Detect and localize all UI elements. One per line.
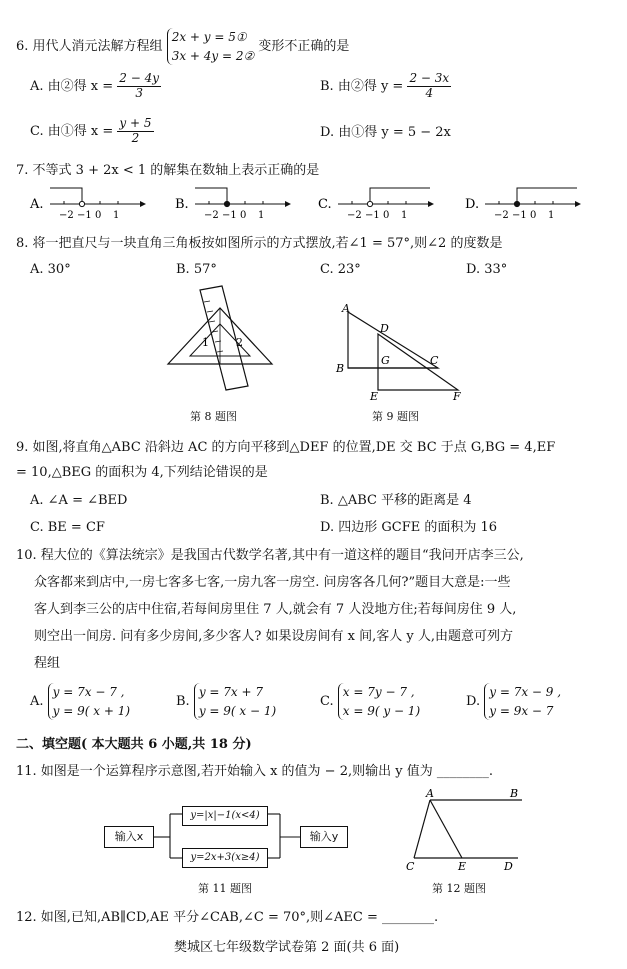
q8-option-d: D. 33° xyxy=(466,262,508,277)
tick-label: 0 xyxy=(95,210,102,221)
q10-option-d xyxy=(466,683,561,720)
q6-option-c xyxy=(30,117,154,146)
label-b: B xyxy=(336,362,345,375)
q7-option-label: C. xyxy=(318,197,332,212)
arrow-icon xyxy=(575,201,581,207)
q6-a-den: 3 xyxy=(135,85,143,100)
triangle-abc xyxy=(348,312,438,368)
label-a: A xyxy=(342,302,350,315)
q6-c-den: 2 xyxy=(131,130,140,145)
section-2-heading: 二、填空题( 本大题共 6 小题,共 18 分) xyxy=(16,737,252,752)
q10-line1: 10. 程大位的《算法统宗》是我国古代数学名著,其中有一道这样的题目“我问开店李三公, xyxy=(16,548,524,563)
q6-option-b xyxy=(320,72,451,101)
q9-line1: 9. 如图,将直角△ABC 沿斜边 AC 的方向平移到△DEF 的位置,DE 交 BC 于点 G,BG = 4,EF xyxy=(16,440,556,455)
q6-a-num: 2 − 4y xyxy=(119,71,160,85)
q10-c-system xyxy=(338,683,420,720)
q10-c-eq2: x = 9( y − 1) xyxy=(342,703,421,718)
q6-a-frac xyxy=(117,72,161,101)
label-g: G xyxy=(381,354,390,367)
fig11-caption: 第 11 题图 xyxy=(198,882,252,895)
solution-ray xyxy=(195,188,227,204)
q7-number-lines xyxy=(0,180,627,222)
q10-option-a xyxy=(30,683,130,720)
label-f: F xyxy=(453,390,461,402)
tick-label: −1 xyxy=(512,210,527,221)
q6-c-frac xyxy=(117,117,153,146)
q6-c-num: y + 5 xyxy=(119,116,152,130)
flow-input-box: 输入x xyxy=(104,826,154,848)
q7-option-label: B. xyxy=(175,197,189,212)
q12-blank: ________. xyxy=(382,910,439,925)
tick-label: 0 xyxy=(240,210,247,221)
fig12-label-b: B xyxy=(510,787,519,800)
tick-label: −2 xyxy=(347,210,362,221)
fig8-caption: 第 8 题图 xyxy=(190,410,237,423)
label-d: D xyxy=(380,322,389,335)
tick-label: 1 xyxy=(401,210,408,221)
q6-eq2: 3x + 4y = 2② xyxy=(171,48,255,63)
q10-option-c xyxy=(320,683,420,720)
q10-c-eq1: x = 7y − 7 , xyxy=(342,685,415,699)
flow-output-box: 输入y xyxy=(300,826,348,848)
q6-option-a xyxy=(30,72,161,101)
figure-12 xyxy=(400,786,530,876)
q10-line2: 众客都来到店中,一房七客多七客,一房九客一房空. 问房客各几何?”题目大意是:一些 xyxy=(34,575,511,590)
q11-stem-text: 11. 如图是一个运算程序示意图,若开始输入 x 的值为 − 2,则输出 y 值为 xyxy=(16,764,433,779)
filled-point-icon xyxy=(514,201,519,206)
triangle-def xyxy=(378,334,458,390)
q10-line5: 程组 xyxy=(34,656,61,671)
open-point-icon xyxy=(79,201,84,206)
tick-label: −2 xyxy=(494,210,509,221)
fig12-label-d: D xyxy=(504,860,513,873)
q12-stem-text: 12. 如图,已知,AB∥CD,AE 平分∠CAB,∠C = 70°,则∠AEC = xyxy=(16,910,378,925)
q10-d-eq1: y = 7x − 9 , xyxy=(489,685,562,699)
tick-label: 1 xyxy=(258,210,265,221)
q6-b-frac xyxy=(407,72,451,101)
q7-option-label: A. xyxy=(30,197,44,212)
fig12-label-a: A xyxy=(426,787,434,800)
q11-stem xyxy=(16,764,493,780)
q6-stem xyxy=(16,28,349,65)
q10-option-b xyxy=(176,683,276,720)
q9-option-b: B. △ABC 平移的距离是 4 xyxy=(320,493,472,508)
q6-b-den: 4 xyxy=(425,85,434,100)
q10-d-system xyxy=(484,683,561,720)
tick-label: −1 xyxy=(77,210,92,221)
flow-bottom-box: y=2x+3(x≥4) xyxy=(182,848,268,868)
tick-label: −2 xyxy=(204,210,219,221)
label-e: E xyxy=(370,390,379,402)
tick-label: 1 xyxy=(113,210,120,221)
tick-label: −1 xyxy=(365,210,380,221)
q9-line2: = 10,△BEG 的面积为 4,下列结论错误的是 xyxy=(16,465,268,480)
q7-option-label: D. xyxy=(465,197,480,212)
q6-eq1: 2x + y = 5① xyxy=(171,30,247,44)
solution-ray xyxy=(50,188,82,204)
angle-1-label: 1 xyxy=(202,336,209,349)
q6-b-label: B. 由②得 y = xyxy=(320,78,404,94)
arrow-icon xyxy=(285,201,291,207)
q10-b-system xyxy=(194,683,276,720)
tick-label: 0 xyxy=(530,210,537,221)
fig9-caption: 第 9 题图 xyxy=(372,410,419,423)
tick-label: −2 xyxy=(59,210,74,221)
q8-option-a: A. 30° xyxy=(30,262,71,277)
solution-ray xyxy=(370,188,430,204)
tick-label: −1 xyxy=(222,210,237,221)
q12-stem xyxy=(16,910,438,926)
q10-b-eq1: y = 7x + 7 xyxy=(198,685,264,699)
q8-option-c: C. 23° xyxy=(320,262,361,277)
q9-option-d: D. 四边形 GCFE 的面积为 16 xyxy=(320,520,498,535)
label-c: C xyxy=(430,354,439,367)
open-point-icon xyxy=(367,201,372,206)
q6-system xyxy=(167,28,255,65)
tick-label: 0 xyxy=(383,210,390,221)
q6-stem-a: 6. 用代人消元法解方程组 xyxy=(16,39,163,55)
q10-line3: 客人到李三公的店中住宿,若每间房里住 7 人,就会有 7 人没地方住;若每间房住 9 人, xyxy=(34,602,517,617)
filled-point-icon xyxy=(224,201,229,206)
q9-option-c: C. BE = CF xyxy=(30,520,105,535)
q10-d-label: D. xyxy=(466,694,481,710)
tick-label: 1 xyxy=(548,210,555,221)
arrow-icon xyxy=(140,201,146,207)
q11-blank: ________. xyxy=(436,764,493,779)
q10-a-eq1: y = 7x − 7 , xyxy=(52,685,125,699)
figure-8 xyxy=(160,282,300,392)
q8-option-b: B. 57° xyxy=(176,262,217,277)
q9-option-a: A. ∠A = ∠BED xyxy=(30,493,128,508)
solution-ray xyxy=(517,188,577,204)
q6-c-label: C. 由①得 x = xyxy=(30,123,114,139)
q7-stem: 7. 不等式 3 + 2x < 1 的解集在数轴上表示正确的是 xyxy=(16,163,320,178)
q8-stem: 8. 将一把直尺与一块直角三角板按如图所示的方式摆放,若∠1 = 57°,则∠2 的度数是 xyxy=(16,236,503,251)
angle-2-label: 2 xyxy=(236,336,243,349)
q10-c-label: C. xyxy=(320,694,334,710)
q10-b-label: B. xyxy=(176,694,190,710)
fig12-label-c: C xyxy=(406,860,415,873)
figure-9 xyxy=(330,302,470,402)
q10-b-eq2: y = 9( x − 1) xyxy=(198,703,277,718)
arrow-icon xyxy=(428,201,434,207)
page-footer: 樊城区七年级数学试卷第 2 面(共 6 面) xyxy=(174,940,400,955)
fig12-label-e: E xyxy=(458,860,467,873)
q10-line4: 则空出一间房. 问有多少房间,多少客人? 如果设房间有 x 间,客人 y 人,由题意可列方 xyxy=(34,629,513,644)
q6-stem-b: 变形不正确的是 xyxy=(258,39,350,55)
q6-b-num: 2 − 3x xyxy=(409,71,450,85)
q10-a-eq2: y = 9( x + 1) xyxy=(52,703,131,718)
q6-a-label: A. 由②得 x = xyxy=(30,78,114,94)
q6-option-d: D. 由①得 y = 5 − 2x xyxy=(320,125,451,140)
fig12-caption: 第 12 题图 xyxy=(432,882,486,895)
flow-top-box: y=|x|−1(x<4) xyxy=(182,806,268,826)
q10-a-system xyxy=(48,683,130,720)
q10-a-label: A. xyxy=(30,694,44,710)
q10-d-eq2: y = 9x − 7 xyxy=(489,703,554,718)
